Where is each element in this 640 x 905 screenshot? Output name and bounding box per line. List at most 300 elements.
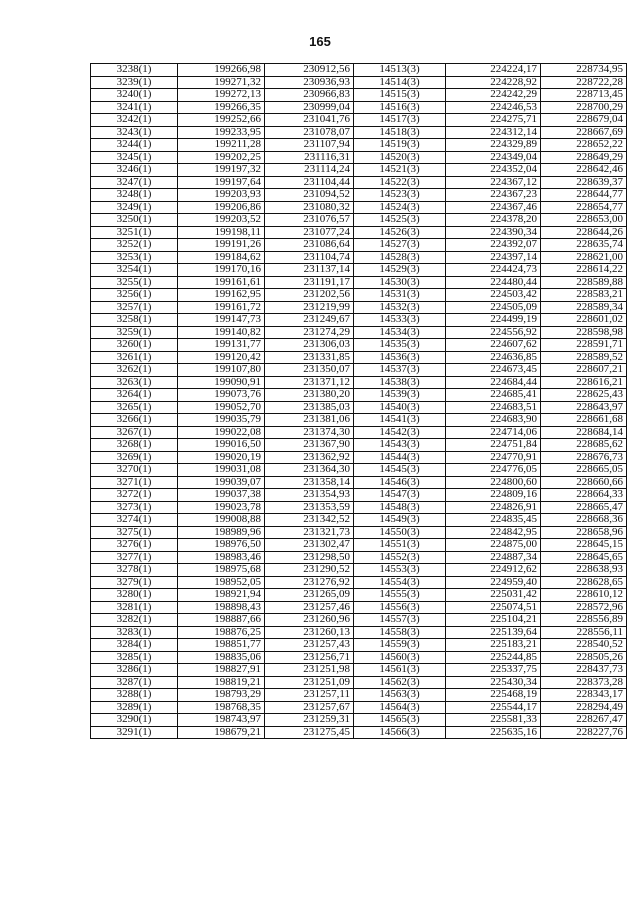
- table-cell: 228658,96: [541, 526, 627, 539]
- table-cell: 3265(1): [91, 401, 178, 414]
- table-cell: 14541(3): [354, 414, 446, 427]
- table-cell: 14563(3): [354, 689, 446, 702]
- table-cell: 199031,08: [178, 464, 265, 477]
- table-cell: 224684,44: [446, 376, 541, 389]
- table-cell: 224875,00: [446, 539, 541, 552]
- table-cell: 199203,52: [178, 214, 265, 227]
- table-cell: 198819,21: [178, 676, 265, 689]
- table-cell: 14562(3): [354, 676, 446, 689]
- table-cell: 199202,25: [178, 151, 265, 164]
- table-cell: 198989,96: [178, 526, 265, 539]
- table-cell: 224352,04: [446, 164, 541, 177]
- table-cell: 224349,04: [446, 151, 541, 164]
- table-cell: 199023,78: [178, 501, 265, 514]
- table-cell: 228556,89: [541, 614, 627, 627]
- table-cell: 224503,42: [446, 289, 541, 302]
- table-row: [91, 376, 627, 389]
- table-cell: 199161,72: [178, 301, 265, 314]
- table-cell: 224397,14: [446, 251, 541, 264]
- table-cell: 225104,21: [446, 614, 541, 627]
- table-cell: 3280(1): [91, 589, 178, 602]
- table-cell: 231080,32: [265, 201, 354, 214]
- table-cell: 228649,29: [541, 151, 627, 164]
- table-cell: 14547(3): [354, 489, 446, 502]
- table-cell: 231086,64: [265, 239, 354, 252]
- table-cell: 198952,05: [178, 576, 265, 589]
- table-cell: 198975,68: [178, 564, 265, 577]
- table-cell: 231321,73: [265, 526, 354, 539]
- table-cell: 231257,43: [265, 639, 354, 652]
- table-cell: 3273(1): [91, 501, 178, 514]
- table-cell: 228616,21: [541, 376, 627, 389]
- table-cell: 231191,17: [265, 276, 354, 289]
- table-cell: 3257(1): [91, 301, 178, 314]
- table-cell: 228589,52: [541, 351, 627, 364]
- table-cell: 224683,51: [446, 401, 541, 414]
- table-cell: 199037,38: [178, 489, 265, 502]
- table-cell: 231364,30: [265, 464, 354, 477]
- table-row: [91, 226, 627, 239]
- table-cell: 231137,14: [265, 264, 354, 277]
- table-cell: 224224,17: [446, 64, 541, 77]
- table-row: [91, 489, 627, 502]
- table-cell: 14555(3): [354, 589, 446, 602]
- table-cell: 228644,77: [541, 189, 627, 202]
- table-cell: 14557(3): [354, 614, 446, 627]
- table-cell: 3246(1): [91, 164, 178, 177]
- table-cell: 198851,77: [178, 639, 265, 652]
- table-cell: 3238(1): [91, 64, 178, 77]
- table-cell: 228625,43: [541, 389, 627, 402]
- table-cell: 14558(3): [354, 626, 446, 639]
- table-cell: 228614,22: [541, 264, 627, 277]
- table-cell: 228645,15: [541, 539, 627, 552]
- table-cell: 224714,06: [446, 426, 541, 439]
- table-cell: 14527(3): [354, 239, 446, 252]
- table-row: [91, 239, 627, 252]
- table-row: [91, 214, 627, 227]
- table-cell: 3254(1): [91, 264, 178, 277]
- table-cell: 14540(3): [354, 401, 446, 414]
- table-cell: 225244,85: [446, 651, 541, 664]
- table-cell: 14533(3): [354, 314, 446, 327]
- table-cell: 228653,00: [541, 214, 627, 227]
- table-row: [91, 151, 627, 164]
- table-cell: 14523(3): [354, 189, 446, 202]
- table-cell: 231306,03: [265, 339, 354, 352]
- table-cell: 3244(1): [91, 139, 178, 152]
- table-cell: 228661,68: [541, 414, 627, 427]
- table-cell: 14551(3): [354, 539, 446, 552]
- table-cell: 231290,52: [265, 564, 354, 577]
- table-cell: 228591,71: [541, 339, 627, 352]
- table-cell: 198793,29: [178, 689, 265, 702]
- table-cell: 199211,28: [178, 139, 265, 152]
- table-cell: 224505,09: [446, 301, 541, 314]
- table-cell: 199198,11: [178, 226, 265, 239]
- table-cell: 231257,11: [265, 689, 354, 702]
- table-cell: 3286(1): [91, 664, 178, 677]
- table-cell: 14531(3): [354, 289, 446, 302]
- table-row: [91, 64, 627, 77]
- table-cell: 224607,62: [446, 339, 541, 352]
- table-cell: 225074,51: [446, 601, 541, 614]
- table-row: [91, 164, 627, 177]
- table-cell: 14518(3): [354, 126, 446, 139]
- table-cell: 228635,74: [541, 239, 627, 252]
- table-cell: 14535(3): [354, 339, 446, 352]
- table-cell: 224499,19: [446, 314, 541, 327]
- table-cell: 230966,83: [265, 89, 354, 102]
- table-cell: 198835,06: [178, 651, 265, 664]
- table-row: [91, 251, 627, 264]
- table-cell: 3240(1): [91, 89, 178, 102]
- table-cell: 228685,62: [541, 439, 627, 452]
- table-cell: 228505,26: [541, 651, 627, 664]
- table-cell: 3264(1): [91, 389, 178, 402]
- table-cell: 228654,77: [541, 201, 627, 214]
- table-cell: 228713,45: [541, 89, 627, 102]
- table-cell: 224275,71: [446, 114, 541, 127]
- table-cell: 199203,93: [178, 189, 265, 202]
- table-cell: 228589,88: [541, 276, 627, 289]
- table-cell: 231374,30: [265, 426, 354, 439]
- table-cell: 224329,89: [446, 139, 541, 152]
- table-cell: 199170,16: [178, 264, 265, 277]
- table-row: [91, 564, 627, 577]
- table-cell: 14548(3): [354, 501, 446, 514]
- table-cell: 14534(3): [354, 326, 446, 339]
- table-cell: 3243(1): [91, 126, 178, 139]
- table-cell: 199022,08: [178, 426, 265, 439]
- table-row: [91, 76, 627, 89]
- table-cell: 3252(1): [91, 239, 178, 252]
- table-cell: 14561(3): [354, 664, 446, 677]
- table-cell: 3241(1): [91, 101, 178, 114]
- table-cell: 231202,56: [265, 289, 354, 302]
- table-cell: 198679,21: [178, 726, 265, 739]
- table-row: [91, 189, 627, 202]
- table-cell: 231249,67: [265, 314, 354, 327]
- table-cell: 3259(1): [91, 326, 178, 339]
- table-row: [91, 264, 627, 277]
- coordinates-table-body: [91, 64, 627, 739]
- table-cell: 231219,99: [265, 301, 354, 314]
- table-row: [91, 626, 627, 639]
- table-cell: 3285(1): [91, 651, 178, 664]
- table-cell: 3250(1): [91, 214, 178, 227]
- table-row: [91, 639, 627, 652]
- table-cell: 225468,19: [446, 689, 541, 702]
- table-cell: 199233,95: [178, 126, 265, 139]
- table-cell: 199020,19: [178, 451, 265, 464]
- table-cell: 228601,02: [541, 314, 627, 327]
- table-cell: 3255(1): [91, 276, 178, 289]
- table-cell: 231358,14: [265, 476, 354, 489]
- table-cell: 199266,35: [178, 101, 265, 114]
- table-row: [91, 476, 627, 489]
- table-cell: 3267(1): [91, 426, 178, 439]
- table-cell: 231331,85: [265, 351, 354, 364]
- table-cell: 228589,34: [541, 301, 627, 314]
- table-cell: 224424,73: [446, 264, 541, 277]
- table-cell: 231259,31: [265, 714, 354, 727]
- table-cell: 14564(3): [354, 701, 446, 714]
- table-cell: 14519(3): [354, 139, 446, 152]
- table-cell: 228267,47: [541, 714, 627, 727]
- table-cell: 231104,44: [265, 176, 354, 189]
- table-row: [91, 339, 627, 352]
- table-cell: 224556,92: [446, 326, 541, 339]
- table-cell: 224673,45: [446, 364, 541, 377]
- table-cell: 14530(3): [354, 276, 446, 289]
- table-cell: 3284(1): [91, 639, 178, 652]
- table-cell: 231276,92: [265, 576, 354, 589]
- table-row: [91, 176, 627, 189]
- table-cell: 225337,75: [446, 664, 541, 677]
- table-row: [91, 526, 627, 539]
- table-cell: 14538(3): [354, 376, 446, 389]
- table-cell: 231256,71: [265, 651, 354, 664]
- table-cell: 3282(1): [91, 614, 178, 627]
- table-cell: 198976,50: [178, 539, 265, 552]
- table-cell: 224835,45: [446, 514, 541, 527]
- table-cell: 14545(3): [354, 464, 446, 477]
- table-row: [91, 514, 627, 527]
- table-cell: 228610,12: [541, 589, 627, 602]
- table-cell: 224392,07: [446, 239, 541, 252]
- table-cell: 199016,50: [178, 439, 265, 452]
- table-row: [91, 276, 627, 289]
- table-row: [91, 301, 627, 314]
- table-row: [91, 601, 627, 614]
- table-cell: 225031,42: [446, 589, 541, 602]
- table-row: [91, 676, 627, 689]
- table-cell: 14524(3): [354, 201, 446, 214]
- table-cell: 228668,36: [541, 514, 627, 527]
- table-row: [91, 451, 627, 464]
- table-cell: 3268(1): [91, 439, 178, 452]
- table-cell: 14516(3): [354, 101, 446, 114]
- table-cell: 228664,33: [541, 489, 627, 502]
- table-cell: 3245(1): [91, 151, 178, 164]
- table-cell: 231251,09: [265, 676, 354, 689]
- table-cell: 225183,21: [446, 639, 541, 652]
- table-cell: 14559(3): [354, 639, 446, 652]
- table-cell: 3278(1): [91, 564, 178, 577]
- table-row: [91, 89, 627, 102]
- table-cell: 224367,46: [446, 201, 541, 214]
- table-cell: 231371,12: [265, 376, 354, 389]
- table-cell: 224842,95: [446, 526, 541, 539]
- table-cell: 14550(3): [354, 526, 446, 539]
- table-cell: 231354,93: [265, 489, 354, 502]
- table-cell: 228645,65: [541, 551, 627, 564]
- table-cell: 199147,73: [178, 314, 265, 327]
- table-cell: 231274,29: [265, 326, 354, 339]
- table-cell: 14549(3): [354, 514, 446, 527]
- table-cell: 14536(3): [354, 351, 446, 364]
- table-cell: 3266(1): [91, 414, 178, 427]
- table-cell: 14553(3): [354, 564, 446, 577]
- table-cell: 224378,20: [446, 214, 541, 227]
- table-cell: 228665,47: [541, 501, 627, 514]
- table-cell: 3249(1): [91, 201, 178, 214]
- table-cell: 228343,17: [541, 689, 627, 702]
- table-row: [91, 664, 627, 677]
- table-cell: 3263(1): [91, 376, 178, 389]
- table-cell: 3271(1): [91, 476, 178, 489]
- table-cell: 231107,94: [265, 139, 354, 152]
- table-cell: 225139,64: [446, 626, 541, 639]
- table-cell: 224246,53: [446, 101, 541, 114]
- table-cell: 231114,24: [265, 164, 354, 177]
- table-cell: 3279(1): [91, 576, 178, 589]
- table-cell: 230999,04: [265, 101, 354, 114]
- table-row: [91, 289, 627, 302]
- table-cell: 228667,69: [541, 126, 627, 139]
- table-cell: 199120,42: [178, 351, 265, 364]
- table-cell: 14537(3): [354, 364, 446, 377]
- table-cell: 228643,97: [541, 401, 627, 414]
- table-cell: 199140,82: [178, 326, 265, 339]
- table-cell: 228660,66: [541, 476, 627, 489]
- table-cell: 231385,03: [265, 401, 354, 414]
- table-cell: 231275,45: [265, 726, 354, 739]
- table-cell: 228373,28: [541, 676, 627, 689]
- table-cell: 224228,92: [446, 76, 541, 89]
- table-cell: 225581,33: [446, 714, 541, 727]
- table-row: [91, 501, 627, 514]
- table-cell: 224480,44: [446, 276, 541, 289]
- table-cell: 228628,65: [541, 576, 627, 589]
- table-cell: 228572,96: [541, 601, 627, 614]
- table-cell: 231078,07: [265, 126, 354, 139]
- table-row: [91, 201, 627, 214]
- table-cell: 224826,91: [446, 501, 541, 514]
- table-cell: 3287(1): [91, 676, 178, 689]
- table-cell: 231104,74: [265, 251, 354, 264]
- table-cell: 14520(3): [354, 151, 446, 164]
- table-cell: 199184,62: [178, 251, 265, 264]
- table-row: [91, 689, 627, 702]
- table-cell: 231298,50: [265, 551, 354, 564]
- table-row: [91, 351, 627, 364]
- table-cell: 198898,43: [178, 601, 265, 614]
- table-cell: 231381,06: [265, 414, 354, 427]
- table-cell: 224751,84: [446, 439, 541, 452]
- table-cell: 225430,34: [446, 676, 541, 689]
- table-cell: 224770,91: [446, 451, 541, 464]
- table-cell: 224887,34: [446, 551, 541, 564]
- table-cell: 228642,46: [541, 164, 627, 177]
- table-cell: 3283(1): [91, 626, 178, 639]
- table-cell: 199197,64: [178, 176, 265, 189]
- table-row: [91, 701, 627, 714]
- table-cell: 224959,40: [446, 576, 541, 589]
- table-cell: 231302,47: [265, 539, 354, 552]
- table-row: [91, 464, 627, 477]
- table-cell: 14556(3): [354, 601, 446, 614]
- table-cell: 14515(3): [354, 89, 446, 102]
- table-cell: 3289(1): [91, 701, 178, 714]
- table-cell: 3248(1): [91, 189, 178, 202]
- table-cell: 228294,49: [541, 701, 627, 714]
- table-row: [91, 726, 627, 739]
- table-cell: 199252,66: [178, 114, 265, 127]
- table-cell: 14525(3): [354, 214, 446, 227]
- table-cell: 231116,31: [265, 151, 354, 164]
- table-row: [91, 576, 627, 589]
- table-cell: 199035,79: [178, 414, 265, 427]
- table-cell: 231367,90: [265, 439, 354, 452]
- table-cell: 224242,29: [446, 89, 541, 102]
- table-cell: 3239(1): [91, 76, 178, 89]
- table-cell: 3261(1): [91, 351, 178, 364]
- table-cell: 14566(3): [354, 726, 446, 739]
- table-cell: 3291(1): [91, 726, 178, 739]
- table-row: [91, 139, 627, 152]
- table-cell: 199131,77: [178, 339, 265, 352]
- table-cell: 14529(3): [354, 264, 446, 277]
- table-cell: 3276(1): [91, 539, 178, 552]
- table-cell: 228676,73: [541, 451, 627, 464]
- table-cell: 3275(1): [91, 526, 178, 539]
- table-cell: 228583,21: [541, 289, 627, 302]
- table-cell: 225544,17: [446, 701, 541, 714]
- table-cell: 228227,76: [541, 726, 627, 739]
- table-cell: 3272(1): [91, 489, 178, 502]
- table-cell: 228700,29: [541, 101, 627, 114]
- table-cell: 231265,09: [265, 589, 354, 602]
- table-cell: 14514(3): [354, 76, 446, 89]
- table-cell: 3258(1): [91, 314, 178, 327]
- table-cell: 231350,07: [265, 364, 354, 377]
- table-cell: 228556,11: [541, 626, 627, 639]
- table-cell: 198983,46: [178, 551, 265, 564]
- table-cell: 228598,98: [541, 326, 627, 339]
- table-cell: 14560(3): [354, 651, 446, 664]
- table-cell: 231257,67: [265, 701, 354, 714]
- table-cell: 224800,60: [446, 476, 541, 489]
- table-cell: 228540,52: [541, 639, 627, 652]
- table-cell: 228607,21: [541, 364, 627, 377]
- table-cell: 14517(3): [354, 114, 446, 127]
- table-cell: 14565(3): [354, 714, 446, 727]
- table-cell: 14554(3): [354, 576, 446, 589]
- table-cell: 230912,56: [265, 64, 354, 77]
- table-cell: 228652,22: [541, 139, 627, 152]
- table-cell: 228638,93: [541, 564, 627, 577]
- table-cell: 199090,91: [178, 376, 265, 389]
- table-cell: 199107,80: [178, 364, 265, 377]
- table-cell: 198876,25: [178, 626, 265, 639]
- table-cell: 3262(1): [91, 364, 178, 377]
- table-cell: 14522(3): [354, 176, 446, 189]
- table-cell: 231380,20: [265, 389, 354, 402]
- table-cell: 3253(1): [91, 251, 178, 264]
- table-cell: 199008,88: [178, 514, 265, 527]
- table-cell: 199266,98: [178, 64, 265, 77]
- table-cell: 224776,05: [446, 464, 541, 477]
- table-cell: 228621,00: [541, 251, 627, 264]
- table-cell: 3281(1): [91, 601, 178, 614]
- table-cell: 231260,96: [265, 614, 354, 627]
- table-row: [91, 439, 627, 452]
- table-cell: 224390,34: [446, 226, 541, 239]
- table-row: [91, 614, 627, 627]
- table-cell: 228437,73: [541, 664, 627, 677]
